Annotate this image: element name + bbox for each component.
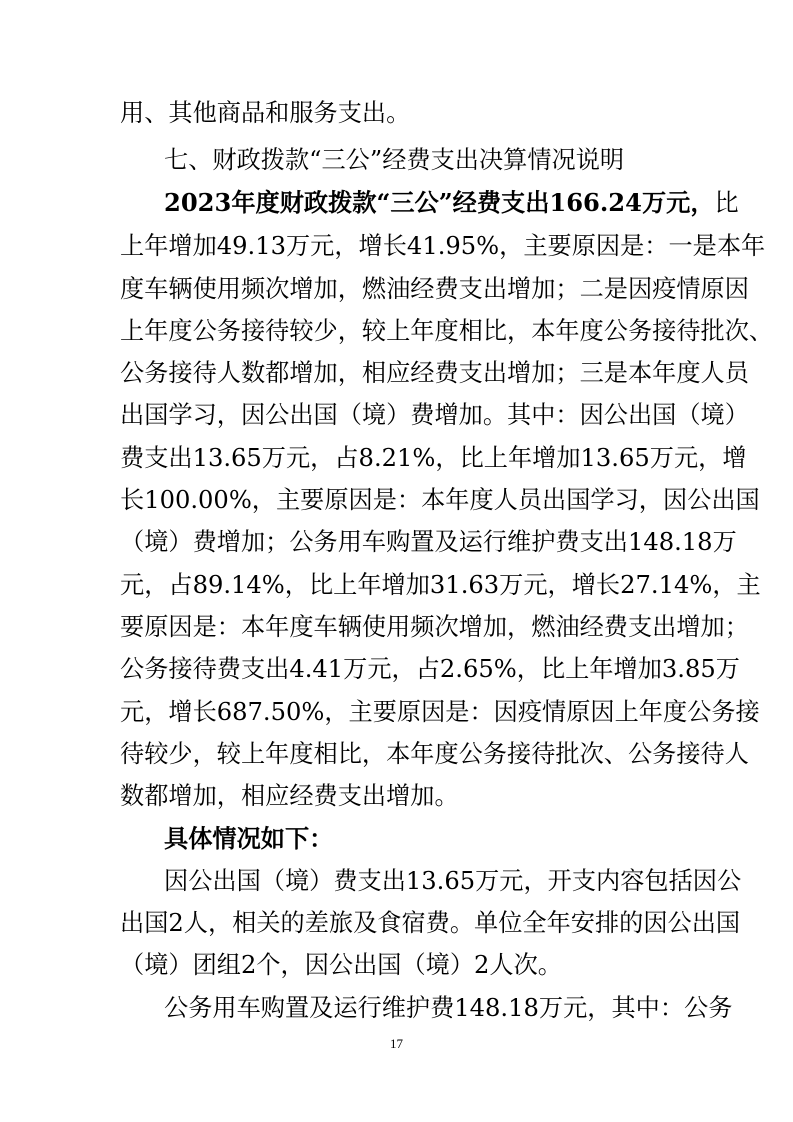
text-line: 长100.00%，主要原因是：本年度人员出国学习，因公出国 (120, 486, 760, 514)
text-line: 要原因是：本年度车辆使用频次增加，燃油经费支出增加； (120, 613, 749, 641)
text-line: 元，占89.14%，比上年增加31.63万元，增长27.14%，主 (120, 571, 761, 599)
text-line: 公务接待费支出4.41万元，占2.65%，比上年增加3.85万 (120, 655, 740, 683)
text-line: 待较少，较上年度相比，本年度公务接待批次、公务接待人 (120, 740, 749, 768)
text-line: （境）团组2个，因公出国（境）2人次。 (120, 951, 562, 979)
paragraph-lead-line (164, 183, 739, 223)
text-line: 因公出国（境）费支出13.65万元，开支内容包括因公 (164, 867, 742, 895)
text-line: 元，增长687.50%，主要原因是：因疫情原因上年度公务接 (120, 698, 760, 726)
subheading: 具体情况如下： (164, 824, 334, 853)
text-line: 上年度公务接待较少，较上年度相比，本年度公务接待批次、 (120, 317, 774, 345)
text-line: 公务接待人数都增加，相应经费支出增加；三是本年度人员 (120, 359, 749, 387)
text-line: 出国学习，因公出国（境）费增加。其中：因公出国（境） (120, 401, 749, 429)
text-line: 上年增加49.13万元，增长41.95%，主要原因是：一是本年 (120, 232, 766, 260)
section-heading: 七、财政拨款“三公”经费支出决算情况说明 (164, 146, 625, 174)
page-number: 17 (390, 1036, 403, 1051)
text-line: 度车辆使用频次增加，燃油经费支出增加；二是因疫情原因 (120, 275, 749, 303)
text-fragment: 比 (714, 189, 739, 217)
text-line: 出国2人，相关的差旅及食宿费。单位全年安排的因公出国 (120, 909, 741, 937)
text-line: 费支出13.65万元，占8.21%，比上年增加13.65万元，增 (120, 444, 747, 472)
bold-summary: 2023年度财政拨款“三公”经费支出166.24万元， (164, 188, 715, 217)
text-line: 公务用车购置及运行维护费148.18万元，其中：公务 (164, 994, 733, 1022)
text-line: 用、其他商品和服务支出。 (120, 99, 411, 127)
text-line: （境）费增加；公务用车购置及运行维护费支出148.18万 (120, 528, 737, 556)
text-line: 数都增加，相应经费支出增加。 (120, 782, 459, 810)
